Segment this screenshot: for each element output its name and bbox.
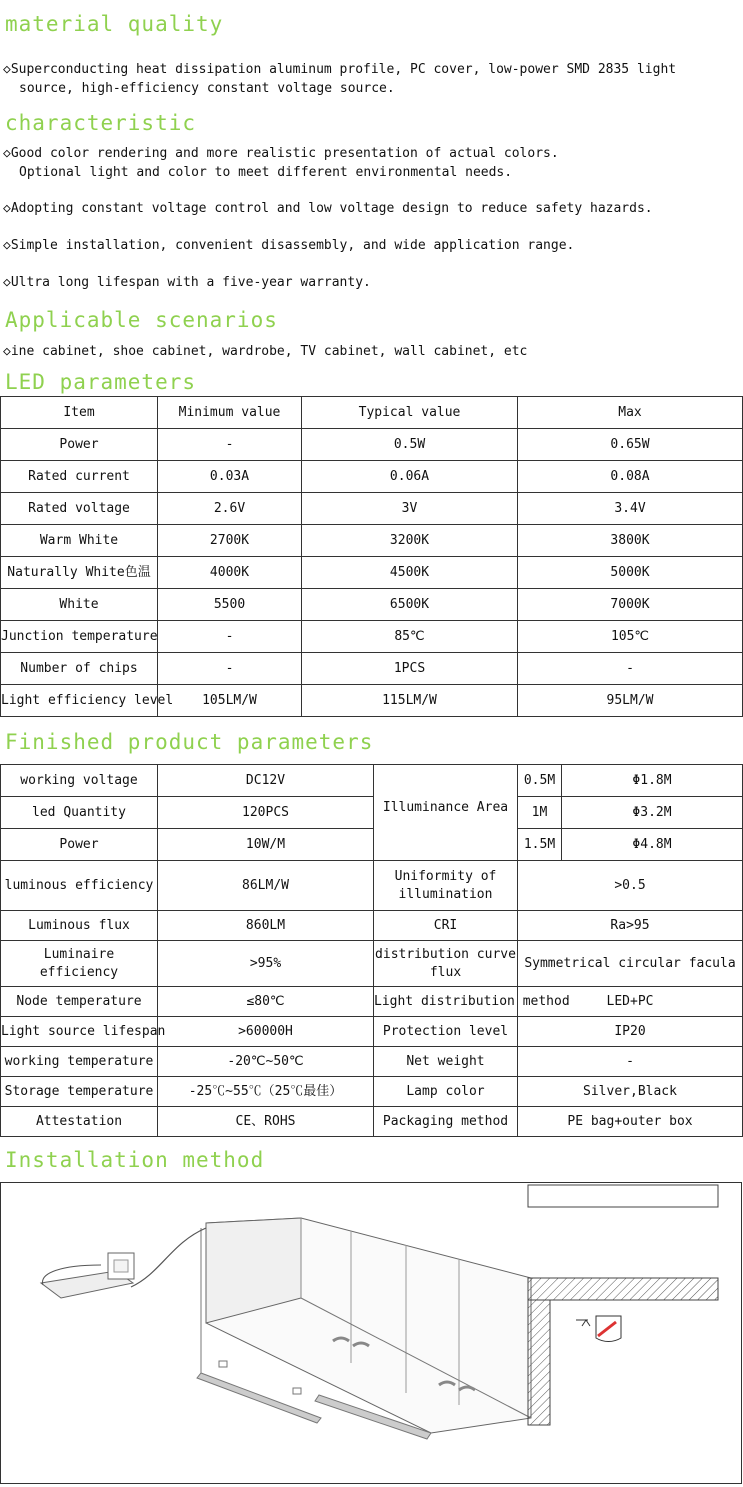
table-cell: DC12V [158, 765, 374, 797]
characteristic-item-1: ◇Good color rendering and more realistic presentation of actual colors. [3, 146, 559, 161]
led-header-cell: Item [1, 397, 158, 429]
table-cell: Packaging method [374, 1107, 518, 1137]
characteristic-item-3: ◇Simple installation, convenient disassembly, and wide application range. [3, 238, 575, 253]
table-row [1, 1077, 743, 1107]
table-cell: Node temperature [1, 987, 158, 1017]
table-cell: 0.5W [302, 429, 518, 461]
table-cell: 2.6V [158, 493, 302, 525]
scenarios-heading: Applicable scenarios [5, 308, 278, 332]
table-cell: working temperature [1, 1047, 158, 1077]
table-cell: 7000K [518, 589, 743, 621]
table-cell: Junction temperature [1, 621, 158, 653]
table-cell: Luminaire efficiency [1, 941, 158, 987]
led-header-row [1, 397, 743, 429]
table-cell: >0.5 [518, 861, 743, 911]
table-cell: 0.03A [158, 461, 302, 493]
table-cell: Luminous flux [1, 911, 158, 941]
table-cell: 115LM/W [302, 685, 518, 717]
table-cell: Symmetrical circular facula [518, 941, 743, 987]
illuminance-area-cell [374, 765, 518, 861]
table-cell: 10W/M [158, 829, 374, 861]
table-cell: 5500 [158, 589, 302, 621]
material-text [3, 60, 676, 98]
table-cell: 3V [302, 493, 518, 525]
table-cell: Φ1.8M [562, 765, 743, 797]
table-cell: Number of chips [1, 653, 158, 685]
section-diagram [528, 1185, 718, 1207]
table-row [1, 685, 743, 717]
table-cell: 0.5M [518, 765, 562, 797]
table-cell: 6500K [302, 589, 518, 621]
table-cell: Lamp color [374, 1077, 518, 1107]
illuminance-area-label: Illuminance Area [382, 800, 509, 815]
led-header-cell: Max [518, 397, 743, 429]
table-cell: - [518, 653, 743, 685]
table-row [1, 653, 743, 685]
table-cell: 95LM/W [518, 685, 743, 717]
table-cell: >95% [158, 941, 374, 987]
table-row [1, 1017, 743, 1047]
characteristic-heading: characteristic [5, 111, 197, 135]
table-cell: - [158, 653, 302, 685]
table-cell: 4000K [158, 557, 302, 589]
install-heading: Installation method [5, 1148, 265, 1172]
table-cell: 4500K [302, 557, 518, 589]
table-cell: PE bag+outer box [518, 1107, 743, 1137]
table-cell: distribution curve flux [374, 941, 518, 987]
table-cell: 3.4V [518, 493, 743, 525]
table-row [1, 911, 743, 941]
table-cell: 0.65W [518, 429, 743, 461]
table-cell: luminous efficiency [1, 861, 158, 911]
table-cell: CRI [374, 911, 518, 941]
table-cell: 860LM [158, 911, 374, 941]
table-row [1, 987, 743, 1017]
led-parameters-table [0, 396, 743, 717]
table-row [1, 1047, 743, 1077]
table-cell: ≤80℃ [158, 987, 374, 1017]
table-cell: 1PCS [302, 653, 518, 685]
cross-section-diagram [526, 1276, 726, 1446]
table-cell: Warm White [1, 525, 158, 557]
table-cell: 2700K [158, 525, 302, 557]
table-cell: CE、ROHS [158, 1107, 374, 1137]
material-heading: material quality [5, 12, 224, 36]
table-cell: Φ3.2M [562, 797, 743, 829]
table-row [1, 525, 743, 557]
table-cell: 105LM/W [158, 685, 302, 717]
table-cell: Light efficiency level [1, 685, 158, 717]
characteristic-item-1-cont: Optional light and color to meet different environmental needs. [19, 165, 513, 180]
table-row [1, 621, 743, 653]
table-cell: -25℃~55℃（25℃最佳） [158, 1077, 374, 1107]
table-cell: Attestation [1, 1107, 158, 1137]
table-row [1, 941, 743, 987]
table-cell: Ra>95 [518, 911, 743, 941]
table-row [1, 557, 743, 589]
table-row [1, 1107, 743, 1137]
characteristic-item-2: ◇Adopting constant voltage control and low voltage design to reduce safety hazards. [3, 201, 653, 216]
table-cell: LED+PC [518, 987, 743, 1017]
material-line-1: ◇Superconducting heat dissipation aluminum profile, PC cover, low-power SMD 2835 light [3, 62, 677, 77]
table-cell: 1M [518, 797, 562, 829]
table-cell: Power [1, 829, 158, 861]
table-cell: 0.08A [518, 461, 743, 493]
table-cell: Storage temperature [1, 1077, 158, 1107]
table-cell: >60000H [158, 1017, 374, 1047]
table-row [1, 797, 743, 829]
table-row [1, 461, 743, 493]
table-cell: Naturally White色温 [1, 557, 158, 589]
table-cell: White [1, 589, 158, 621]
table-cell: 5000K [518, 557, 743, 589]
led-header-cell: Typical value [302, 397, 518, 429]
table-row [1, 861, 743, 911]
table-cell: - [158, 621, 302, 653]
table-cell: Light distribution method [374, 987, 518, 1017]
table-cell: - [518, 1047, 743, 1077]
table-cell: 105℃ [518, 621, 743, 653]
material-line-2: source, high-efficiency constant voltage source. [19, 81, 395, 96]
table-cell: 0.06A [302, 461, 518, 493]
table-cell: Rated current [1, 461, 158, 493]
table-cell: Rated voltage [1, 493, 158, 525]
table-row [1, 589, 743, 621]
led-header-cell: Minimum value [158, 397, 302, 429]
table-cell: IP20 [518, 1017, 743, 1047]
table-cell: Uniformity of illumination [374, 861, 518, 911]
table-row [1, 429, 743, 461]
table-cell: 1.5M [518, 829, 562, 861]
table-cell: working voltage [1, 765, 158, 797]
table-row [1, 493, 743, 525]
scenarios-text: ◇ine cabinet, shoe cabinet, wardrobe, TV cabinet, wall cabinet, etc [3, 344, 528, 359]
installation-figure [0, 1182, 742, 1484]
table-cell: Net weight [374, 1047, 518, 1077]
characteristic-item-4: ◇Ultra long lifespan with a five-year warranty. [3, 275, 371, 290]
finished-heading: Finished product parameters [5, 730, 374, 754]
table-cell: Light source lifespan [1, 1017, 158, 1047]
table-cell: 3800K [518, 525, 743, 557]
table-cell: - [158, 429, 302, 461]
table-cell: 120PCS [158, 797, 374, 829]
table-row [1, 765, 743, 797]
finished-parameters-table [0, 764, 743, 1137]
table-cell: -20℃~50℃ [158, 1047, 374, 1077]
table-cell: Φ4.8M [562, 829, 743, 861]
table-cell: Protection level [374, 1017, 518, 1047]
table-cell: 85℃ [302, 621, 518, 653]
table-cell: 3200K [302, 525, 518, 557]
table-row [1, 829, 743, 861]
table-cell: Power [1, 429, 158, 461]
led-heading: LED parameters [5, 370, 197, 394]
table-cell: Silver,Black [518, 1077, 743, 1107]
table-cell: 86LM/W [158, 861, 374, 911]
table-cell: led Quantity [1, 797, 158, 829]
